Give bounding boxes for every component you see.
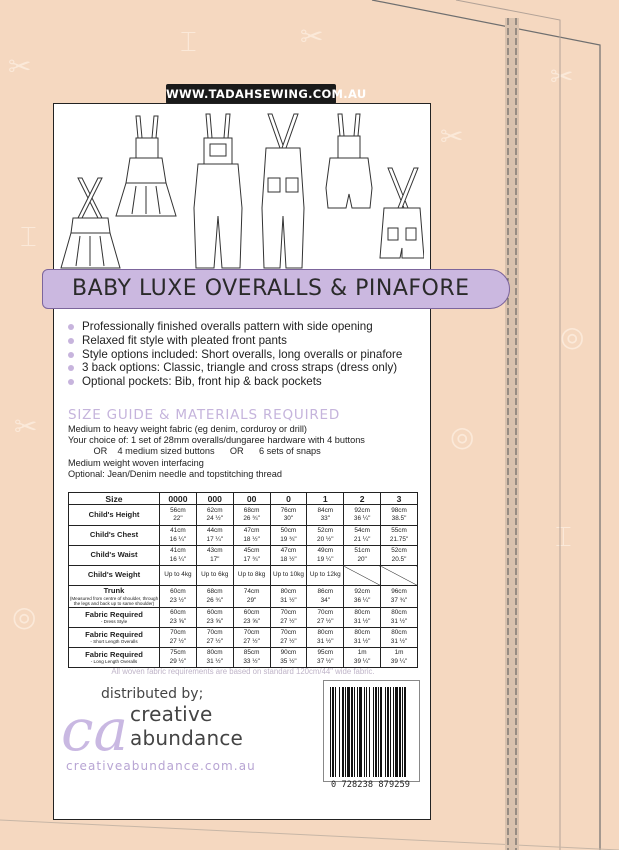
pinafore-front-illustration — [116, 116, 176, 216]
materials-line: Your choice of: 1 set of 28mm overalls/dungaree hardware with 4 buttons — [68, 435, 365, 446]
table-cell: 60cm 23 ⅝" — [160, 608, 197, 628]
size-header-cell: 2 — [344, 493, 381, 505]
table-cell: 92cm 36 ¼" — [344, 505, 381, 526]
row-header-cell — [69, 566, 160, 586]
table-cell: 70cm 27 ½" — [160, 628, 197, 648]
size-column-header: Size — [69, 493, 160, 505]
row-header-cell — [69, 526, 160, 546]
size-header-cell: 0 — [270, 493, 307, 505]
fabric-note: All woven fabric requirements are based on standard 120cm/44" wide fabric. — [111, 667, 375, 676]
button-icon: ◎ — [450, 420, 475, 453]
table-cell: 47cm 18 ½" — [270, 546, 307, 566]
size-header-cell: 3 — [381, 493, 418, 505]
barcode-bar — [378, 687, 379, 777]
barcode-bar — [342, 687, 344, 777]
table-row — [69, 608, 418, 628]
table-row — [69, 586, 418, 608]
barcode-bar — [366, 687, 367, 777]
materials-line: Medium weight woven interfacing — [68, 457, 204, 468]
row-header-cell — [69, 608, 160, 628]
table-cell: 80cm 31 ½" — [381, 608, 418, 628]
short-overalls-front-illustration — [326, 114, 372, 208]
scissors-icon: ✂ — [300, 20, 324, 53]
table-cell: 55cm 21.75" — [381, 526, 418, 546]
table-cell: 60cm 23 ⅝" — [233, 608, 270, 628]
table-cell: 52cm 20.5" — [381, 546, 418, 566]
row-sublabel: - Dress Style — [100, 619, 128, 625]
table-cell: 70cm 27 ½" — [307, 608, 344, 628]
table-cell: 98cm 38.5" — [381, 505, 418, 526]
barcode-bar — [390, 687, 391, 777]
table-cell: 41cm 16 ¼" — [160, 526, 197, 546]
logo-text: ca — [61, 696, 129, 764]
barcode-bar — [404, 687, 406, 777]
barcode-bar — [364, 687, 365, 777]
table-cell: 54cm 21 ¼" — [344, 526, 381, 546]
materials-line: OR 4 medium sized buttons OR 6 sets of snaps — [68, 446, 321, 457]
barcode-number: 0 728238 879259 — [330, 780, 411, 790]
row-label: Child's Chest — [89, 530, 139, 540]
table-cell: 85cm 33 ½" — [233, 648, 270, 668]
table-cell: Up to 10kg — [270, 566, 307, 586]
table-cell: 80cm 31 ½" — [307, 628, 344, 648]
row-label: Child's Weight — [87, 570, 141, 580]
creative-abundance-logo — [59, 695, 134, 765]
table-cell: 96cm 37 ¾" — [381, 586, 418, 608]
table-cell: Up to 6kg — [196, 566, 233, 586]
row-label: Fabric Required — [85, 609, 143, 619]
materials-list — [68, 424, 418, 480]
barcode-bar — [351, 687, 353, 777]
row-label: Child's Waist — [90, 550, 138, 560]
table-cell: 76cm 30" — [270, 505, 307, 526]
barcode-bar — [395, 687, 398, 777]
row-header-cell — [69, 586, 160, 608]
barcode-bar — [330, 687, 331, 777]
size-guide-heading: SIZE GUIDE & MATERIALS REQUIRED — [68, 407, 341, 423]
table-cell: 60cm 23 ⅝" — [196, 608, 233, 628]
barcode-bar — [354, 687, 355, 777]
feature-item: 3 back options: Classic, triangle and cross straps (dress only) — [67, 361, 417, 375]
table-cell: 51cm 20" — [344, 546, 381, 566]
row-sublabel: - Short Length Overalls — [90, 639, 138, 645]
distributor-name-line: abundance — [130, 726, 244, 750]
table-cell: 70cm 27 ½" — [233, 628, 270, 648]
table-cell: 52cm 20 ½" — [307, 526, 344, 546]
barcode-bar — [359, 687, 362, 777]
website-tag: WWW.TADAHSEWING.COM.AU — [166, 84, 336, 104]
row-header-cell — [69, 505, 160, 526]
barcode-bar — [332, 687, 334, 777]
table-cell: 80cm 31 ½" — [381, 628, 418, 648]
table-cell: 62cm 24 ½" — [196, 505, 233, 526]
table-cell: 1m 39 ¼" — [381, 648, 418, 668]
scissors-icon: ✂ — [440, 120, 464, 153]
table-row — [69, 628, 418, 648]
row-sublabel: (Measured from centre of shoulder, through the legs and back up to same shoulder) — [69, 595, 159, 606]
table-row — [69, 505, 418, 526]
table-cell: 45cm 17 ¾" — [233, 546, 270, 566]
barcode-bar — [399, 687, 401, 777]
table-cell: 80cm 31 ½" — [344, 628, 381, 648]
feature-item: Professionally finished overalls pattern with side opening — [67, 320, 417, 334]
long-overalls-front-illustration — [194, 114, 242, 268]
distributor-url: creativeabundance.com.au — [66, 759, 256, 773]
table-cell — [381, 566, 418, 586]
table-cell: 74cm 29" — [233, 586, 270, 608]
barcode-bar — [345, 687, 346, 777]
row-sublabel: - Long Length Overalls — [90, 659, 138, 665]
row-label: Fabric Required — [85, 629, 143, 639]
table-cell: 56cm 22" — [160, 505, 197, 526]
table-cell: 70cm 27 ½" — [270, 608, 307, 628]
spool-icon: ⌶ — [20, 220, 37, 253]
size-chart-table — [68, 492, 418, 668]
scissors-icon: ✂ — [550, 60, 574, 93]
table-cell: 86cm 34" — [307, 586, 344, 608]
barcode-bar — [369, 687, 370, 777]
table-header-row — [69, 493, 418, 505]
size-header-cell: 000 — [196, 493, 233, 505]
barcode-bar — [375, 687, 377, 777]
table-row — [69, 566, 418, 586]
materials-line: Optional: Jean/Denim needle and topstitching thread — [68, 468, 283, 479]
table-cell: 41cm 16 ¼" — [160, 546, 197, 566]
barcode-bar — [373, 687, 374, 777]
table-cell: 75cm 29 ½" — [160, 648, 197, 668]
feature-item: Relaxed fit style with pleated front pants — [67, 334, 417, 348]
barcode-bar — [339, 687, 340, 777]
table-cell: 80cm 31 ½" — [196, 648, 233, 668]
size-header-cell: 1 — [307, 493, 344, 505]
row-label: Child's Height — [88, 509, 140, 519]
table-cell — [344, 566, 381, 586]
pinafore-back-illustration — [61, 178, 120, 268]
size-header-cell: 00 — [233, 493, 270, 505]
row-label: Trunk — [103, 586, 125, 596]
distributor-name — [130, 702, 243, 750]
feature-list — [67, 320, 417, 389]
garment-illustrations — [58, 108, 424, 274]
table-cell: 50cm 19 ¾" — [270, 526, 307, 546]
distributed-by-label: distributed by; — [101, 686, 204, 702]
table-cell: 70cm 27 ½" — [196, 628, 233, 648]
table-cell: 92cm 36 ¼" — [344, 586, 381, 608]
table-cell: 70cm 27 ½" — [270, 628, 307, 648]
barcode-bar — [387, 687, 389, 777]
pattern-title: BABY LUXE OVERALLS & PINAFORE — [72, 276, 470, 301]
table-cell: Up to 12kg — [307, 566, 344, 586]
button-icon: ◎ — [12, 600, 37, 633]
row-label: Fabric Required — [85, 649, 143, 659]
barcode-bar — [393, 687, 394, 777]
barcode-bar — [385, 687, 386, 777]
table-cell: 1m 39 ¼" — [344, 648, 381, 668]
long-overalls-back-illustration — [262, 114, 304, 268]
table-cell: 84cm 33" — [307, 505, 344, 526]
row-header-cell — [69, 546, 160, 566]
table-cell: 44cm 17 ¼" — [196, 526, 233, 546]
distributor-name-line: creative — [130, 702, 213, 726]
barcode-bars — [324, 681, 419, 781]
row-header-cell — [69, 628, 160, 648]
barcode-bar — [357, 687, 358, 777]
scissors-icon: ✂ — [14, 410, 38, 443]
spool-icon: ⌶ — [555, 520, 572, 553]
short-overalls-back-illustration — [380, 168, 424, 258]
table-cell: 68cm 26 ¾" — [233, 505, 270, 526]
barcode-bar — [402, 687, 403, 777]
barcode-bar — [347, 687, 350, 777]
table-cell: 80cm 31 ½" — [344, 608, 381, 628]
table-row — [69, 546, 418, 566]
barcode — [323, 680, 420, 782]
table-row — [69, 526, 418, 546]
table-row — [69, 648, 418, 668]
table-cell: 90cm 35 ½" — [270, 648, 307, 668]
row-header-cell — [69, 648, 160, 668]
materials-line: Medium to heavy weight fabric (eg denim, corduroy or drill) — [68, 424, 307, 434]
size-header-cell: 0000 — [160, 493, 197, 505]
scissors-icon: ✂ — [8, 50, 32, 83]
table-cell: 95cm 37 ½" — [307, 648, 344, 668]
table-cell: 47cm 18 ½" — [233, 526, 270, 546]
table-cell: Up to 4kg — [160, 566, 197, 586]
spool-icon: ⌶ — [180, 25, 197, 58]
table-cell: 68cm 26 ¾" — [196, 586, 233, 608]
table-cell: 80cm 31 ½" — [270, 586, 307, 608]
barcode-bar — [335, 687, 336, 777]
feature-item: Optional pockets: Bib, front hip & back pockets — [67, 375, 417, 389]
barcode-bar — [380, 687, 382, 777]
button-icon: ◎ — [560, 320, 585, 353]
table-cell: 60cm 23 ½" — [160, 586, 197, 608]
feature-item: Style options included: Short overalls, long overalls or pinafore — [67, 348, 417, 362]
table-cell: 49cm 19 ¼" — [307, 546, 344, 566]
table-cell: Up to 8kg — [233, 566, 270, 586]
table-cell: 43cm 17" — [196, 546, 233, 566]
stitch-line — [497, 18, 527, 850]
